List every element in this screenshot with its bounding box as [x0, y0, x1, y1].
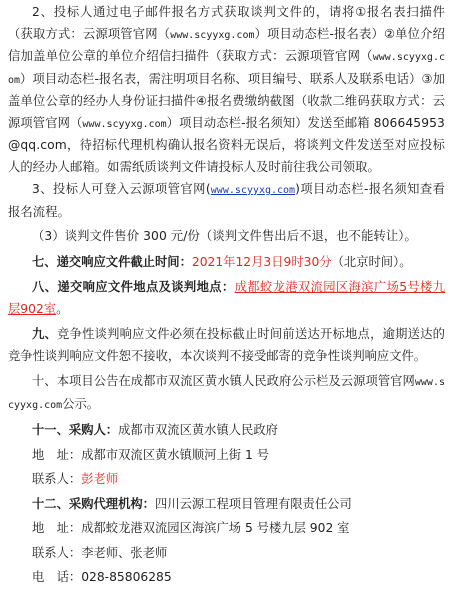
- paragraph-document-price: （3）谈判文件售价 300 元/份（谈判文件售出后不退，也不能转让）。: [32, 229, 417, 243]
- contact-value: 彭老师: [81, 472, 119, 486]
- contact-label: 联系人：: [32, 545, 82, 560]
- paragraph-text: 2、投标人通过电子邮件报名方式获取谈判文件的，请将①报名表扫描件（获取方式：云源项管官网（: [8, 5, 445, 41]
- section-text: 竞争性谈判响应文件必须在投标截止时间前送达开标地点，逾期送达的竞争性谈判响应文件恕不接收，本次谈判不接受邮寄的竞争性谈判响应文件。: [8, 327, 445, 363]
- section-suffix: （北京时间）。: [331, 254, 412, 269]
- section-suffix: 。: [56, 301, 69, 316]
- location-value: 成都蛟龙港双流园区海滨广场5号楼九层902室: [8, 280, 445, 316]
- address-value: 成都蛟龙港双流园区海滨广场 5 号楼九层 902 室: [81, 521, 350, 535]
- paragraph-online-registration: [8, 179, 445, 223]
- section-label: 十一、采购人：: [32, 423, 119, 437]
- section-text: 十、本项目公告在成都市双流区黄水镇人民政府公示栏及云源项管官网: [32, 374, 415, 388]
- phone-label: 电 话：: [32, 570, 82, 584]
- agency-contact-line: [8, 543, 445, 565]
- purchaser-line: [8, 420, 445, 442]
- section-announcement: [8, 371, 445, 416]
- purchaser-contact-line: [8, 469, 445, 491]
- section-submission-rule: [8, 324, 445, 367]
- section-text: 公示。: [62, 396, 100, 411]
- section-label: 九、: [32, 327, 58, 341]
- website-link[interactable]: www.scyyxg.com: [210, 185, 296, 196]
- agency-name: 四川云源工程项目管理有限责任公司: [154, 496, 352, 511]
- address-label: 地 址：: [32, 447, 82, 462]
- paragraph-text: ）项目动态栏-报名须知）发送至邮箱 806645953@qq.com，待招标代理机构确认报名资料无误后，将谈判文件发送至对应投标人的经办人邮箱。如需纸质谈判文件请投标人及时前往我公司领取。: [8, 115, 445, 174]
- address-value: 成都市双流区黄水镇顺河上街 1 号: [81, 447, 270, 462]
- section-label: 八、递交响应文件地点及谈判地点：: [32, 280, 235, 294]
- agency-line: [8, 494, 445, 516]
- website-url: www.scyyxg.com: [8, 377, 445, 411]
- paragraph-text: ）项目动态栏-报名表，需注明项目名称、项目编号、联系人及联系电话）③加盖单位公章的经办人身份证扫描件④报名费缴纳截图（收款二维码获取方式：云源项管官网（: [8, 71, 445, 130]
- phone-value: 028-85806285: [81, 570, 172, 584]
- purchaser-address-line: [8, 445, 445, 467]
- purchaser-name: 成都市双流区黄水镇人民政府: [118, 423, 278, 437]
- section-label: 七、递交响应文件截止时间：: [32, 254, 192, 269]
- website-url: www.scyyxg.com: [82, 118, 167, 130]
- website-url: www.scyyxg.com: [170, 29, 255, 41]
- paragraph-text: 3、投标人可登入云源项管官网(: [32, 182, 211, 196]
- section-label: 十二、采购代理机构：: [32, 496, 155, 511]
- website-url: www.scyyxg.com: [8, 52, 445, 86]
- contact-label: 联系人：: [32, 472, 82, 486]
- paragraph-email-registration: [8, 2, 445, 178]
- address-label: 地 址：: [32, 521, 82, 535]
- agency-phone-line: [8, 567, 445, 589]
- contact-value: 李老师、张老师: [81, 545, 168, 560]
- paragraph-text: )项目动态栏-报名须知查看报名流程。: [8, 182, 445, 219]
- deadline-value: 2021年12月3日9时30分: [191, 254, 332, 269]
- section-deadline: [8, 252, 445, 274]
- paragraph-text: ）项目动态栏-报名表）②单位介绍信加盖单位公章的单位介绍信扫描件（获取方式：云源项管官网（: [8, 26, 445, 63]
- section-location: [8, 277, 445, 320]
- agency-address-line: [8, 518, 445, 540]
